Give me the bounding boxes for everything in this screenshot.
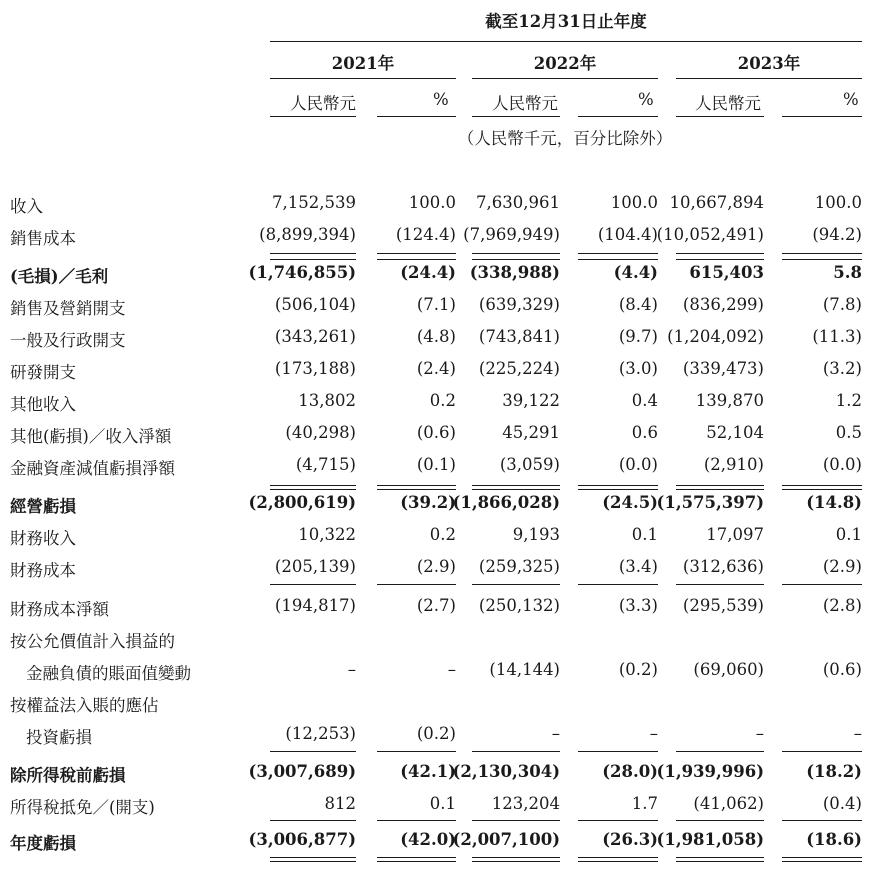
row-label: 金融負債的賬面值變動 [26, 664, 191, 683]
cell-rmb-2022: (3,059) [499, 455, 560, 474]
cell-pct-2023: (2.8) [822, 596, 862, 615]
table-row [0, 596, 874, 624]
cell-pct-2021: (4.8) [416, 327, 456, 346]
double-rule [676, 857, 764, 862]
cell-rmb-2021: 812 [324, 794, 356, 813]
unit-pct-2023: % [843, 90, 859, 109]
cell-pct-2023: 5.8 [833, 263, 862, 282]
cell-rmb-2023: (1,981,058) [656, 830, 764, 849]
cell-pct-2022: – [649, 724, 658, 743]
cell-pct-2022: (3.0) [618, 359, 658, 378]
subtotal-rule [782, 820, 862, 821]
cell-pct-2022: (4.4) [613, 263, 658, 282]
cell-pct-2022: (24.5) [602, 493, 658, 512]
cell-rmb-2023: 10,667,894 [669, 193, 764, 212]
row-label: 按權益法入賬的應佔 [10, 696, 159, 715]
cell-pct-2023: 0.5 [835, 423, 862, 442]
cell-rmb-2021: (3,007,689) [248, 762, 356, 781]
subtotal-rule [377, 253, 456, 254]
cell-pct-2022: 0.1 [631, 525, 658, 544]
cell-rmb-2022: (225,224) [478, 359, 560, 378]
cell-pct-2023: (11.3) [812, 327, 862, 346]
subtotal-rule [578, 489, 658, 490]
cell-pct-2022: (3.3) [618, 596, 658, 615]
cell-rmb-2021: (12,253) [285, 724, 356, 743]
cell-pct-2023: 100.0 [814, 193, 862, 212]
cell-rmb-2023: (41,062) [693, 794, 764, 813]
subtotal-rule [377, 751, 456, 752]
cell-rmb-2022: (259,325) [478, 557, 560, 576]
cell-pct-2023: (0.6) [822, 660, 862, 679]
cell-pct-2021: (42.0) [400, 830, 456, 849]
cell-rmb-2023: 615,403 [689, 263, 764, 282]
subtotal-rule [270, 489, 356, 490]
table-row [0, 762, 874, 790]
table-row [0, 327, 874, 355]
subtotal-rule [270, 751, 356, 752]
unit-rmb-2022: 人民幣元 [492, 94, 558, 113]
subtotal-rule [782, 485, 862, 486]
cell-rmb-2022: (639,329) [478, 295, 560, 314]
cell-rmb-2023: – [755, 724, 764, 743]
cell-pct-2022: 1.7 [631, 794, 658, 813]
cell-rmb-2023: 52,104 [706, 423, 764, 442]
subtotal-rule [676, 820, 764, 821]
cell-rmb-2021: 10,322 [298, 525, 356, 544]
cell-rmb-2023: 139,870 [695, 391, 764, 410]
cell-rmb-2022: (2,130,304) [452, 762, 560, 781]
subtotal-rule [377, 584, 456, 585]
subtotal-rule [676, 584, 764, 585]
row-label: 銷售及營銷開支 [10, 299, 126, 318]
row-label: 經營虧損 [10, 497, 76, 516]
subtotal-rule [377, 820, 456, 821]
unit-rmb-2021: 人民幣元 [290, 94, 356, 113]
cell-rmb-2023: (836,299) [682, 295, 764, 314]
row-label: 收入 [10, 197, 43, 216]
table-row [0, 525, 874, 553]
cell-rmb-2021: (343,261) [274, 327, 356, 346]
cell-rmb-2023: (10,052,491) [656, 225, 764, 244]
cell-pct-2023: (18.6) [806, 830, 862, 849]
table-row [0, 359, 874, 387]
row-label: 金融資產減值虧損淨額 [10, 459, 175, 478]
table-row [0, 692, 874, 720]
subtotal-rule [782, 259, 862, 260]
subtotal-rule [472, 485, 560, 486]
cell-pct-2023: (3.2) [822, 359, 862, 378]
cell-pct-2022: (3.4) [618, 557, 658, 576]
subtotal-rule [472, 259, 560, 260]
double-rule [472, 857, 560, 862]
cell-rmb-2022: (338,988) [469, 263, 560, 282]
cell-rmb-2023: (2,910) [703, 455, 764, 474]
unit-pct-2021: % [433, 90, 449, 109]
cell-pct-2022: (104.4) [597, 225, 658, 244]
cell-pct-2022: (26.3) [602, 830, 658, 849]
row-label: 投資虧損 [26, 728, 92, 747]
cell-pct-2021: 0.1 [429, 794, 456, 813]
cell-pct-2023: (2.9) [822, 557, 862, 576]
double-rule [270, 857, 356, 862]
cell-pct-2023: (18.2) [806, 762, 862, 781]
cell-rmb-2021: (3,006,877) [248, 830, 356, 849]
table-row [0, 557, 874, 585]
cell-pct-2022: (0.0) [618, 455, 658, 474]
subtotal-rule [472, 751, 560, 752]
cell-rmb-2022: 39,122 [502, 391, 560, 410]
subtotal-rule [676, 489, 764, 490]
cell-pct-2021: (124.4) [395, 225, 456, 244]
cell-rmb-2021: – [347, 660, 356, 679]
subtotal-rule [270, 485, 356, 486]
subtotal-rule [578, 485, 658, 486]
cell-rmb-2021: (205,139) [274, 557, 356, 576]
subtotal-rule [782, 253, 862, 254]
subtotal-rule [472, 253, 560, 254]
table-row [0, 660, 874, 688]
cell-rmb-2023: (1,575,397) [656, 493, 764, 512]
subtotal-rule [578, 259, 658, 260]
table-row [0, 628, 874, 656]
subtotal-rule [377, 485, 456, 486]
cell-rmb-2021: (173,188) [274, 359, 356, 378]
cell-pct-2021: (42.1) [400, 762, 456, 781]
cell-rmb-2021: 13,802 [298, 391, 356, 410]
cell-rmb-2021: (40,298) [285, 423, 356, 442]
unit-rmb-2023: 人民幣元 [695, 94, 761, 113]
cell-rmb-2023: 17,097 [706, 525, 764, 544]
table-row [0, 724, 874, 752]
row-label: (毛損)／毛利 [10, 267, 109, 286]
subtotal-rule [578, 253, 658, 254]
subtotal-rule [782, 489, 862, 490]
subtotal-rule [377, 489, 456, 490]
row-label: 所得稅抵免／(開支) [10, 798, 155, 817]
table-row [0, 193, 874, 221]
cell-rmb-2022: 123,204 [491, 794, 560, 813]
cell-pct-2023: (0.0) [822, 455, 862, 474]
unit-note: （人民幣千元，百分比除外） [457, 129, 673, 148]
cell-pct-2023: (0.4) [822, 794, 862, 813]
cell-pct-2021: 0.2 [429, 391, 456, 410]
double-rule [377, 857, 456, 862]
cell-pct-2021: 100.0 [408, 193, 456, 212]
cell-pct-2022: (8.4) [618, 295, 658, 314]
cell-rmb-2022: (2,007,100) [452, 830, 560, 849]
cell-pct-2021: (39.2) [400, 493, 456, 512]
row-label: 其他收入 [10, 395, 76, 414]
year-2021-header: 2021年 [331, 54, 395, 73]
subtotal-rule [472, 584, 560, 585]
cell-rmb-2021: 7,152,539 [272, 193, 356, 212]
period-header: 截至12月31日止年度 [485, 12, 647, 31]
unit-pct-2022: % [638, 90, 654, 109]
subtotal-rule [578, 751, 658, 752]
cell-pct-2023: (94.2) [812, 225, 862, 244]
cell-rmb-2022: – [551, 724, 560, 743]
cell-pct-2021: (7.1) [416, 295, 456, 314]
table-row [0, 295, 874, 323]
subtotal-rule [676, 485, 764, 486]
subtotal-rule [377, 259, 456, 260]
cell-rmb-2023: (312,636) [682, 557, 764, 576]
cell-rmb-2022: 9,193 [512, 525, 560, 544]
row-label: 其他(虧損)／收入淨額 [10, 427, 172, 446]
cell-rmb-2021: (506,104) [274, 295, 356, 314]
cell-pct-2021: (2.9) [416, 557, 456, 576]
cell-pct-2021: (0.2) [416, 724, 456, 743]
cell-rmb-2022: 45,291 [502, 423, 560, 442]
subtotal-rule [270, 820, 356, 821]
subtotal-rule [676, 259, 764, 260]
subtotal-rule [578, 820, 658, 821]
cell-rmb-2022: 7,630,961 [476, 193, 560, 212]
cell-rmb-2023: (1,939,996) [656, 762, 764, 781]
table-row [0, 455, 874, 483]
cell-rmb-2021: (1,746,855) [248, 263, 356, 282]
cell-pct-2023: (14.8) [806, 493, 862, 512]
table-row [0, 263, 874, 291]
double-rule [782, 857, 862, 862]
table-row [0, 391, 874, 419]
cell-rmb-2023: (1,204,092) [667, 327, 764, 346]
row-label: 年度虧損 [10, 834, 76, 853]
cell-pct-2023: 0.1 [835, 525, 862, 544]
table-row [0, 830, 874, 858]
cell-rmb-2022: (14,144) [489, 660, 560, 679]
cell-rmb-2022: (743,841) [478, 327, 560, 346]
subtotal-rule [270, 253, 356, 254]
row-label: 按公允價值計入損益的 [10, 632, 175, 651]
subtotal-rule [782, 751, 862, 752]
table-row [0, 423, 874, 451]
table-row [0, 225, 874, 253]
subtotal-rule [676, 253, 764, 254]
row-label: 研發開支 [10, 363, 76, 382]
cell-rmb-2022: (7,969,949) [463, 225, 560, 244]
year-2022-header: 2022年 [533, 54, 597, 73]
row-label: 銷售成本 [10, 229, 76, 248]
subtotal-rule [270, 584, 356, 585]
subtotal-rule [782, 584, 862, 585]
cell-pct-2023: 1.2 [835, 391, 862, 410]
cell-pct-2022: 100.0 [610, 193, 658, 212]
cell-pct-2021: (2.7) [416, 596, 456, 615]
cell-rmb-2023: (69,060) [693, 660, 764, 679]
cell-pct-2021: (2.4) [416, 359, 456, 378]
cell-rmb-2023: (339,473) [682, 359, 764, 378]
cell-pct-2022: 0.4 [631, 391, 658, 410]
subtotal-rule [676, 751, 764, 752]
cell-rmb-2023: (295,539) [682, 596, 764, 615]
table-row [0, 493, 874, 521]
cell-pct-2021: (0.1) [416, 455, 456, 474]
cell-rmb-2021: (2,800,619) [248, 493, 356, 512]
row-label: 除所得稅前虧損 [10, 766, 126, 785]
cell-pct-2022: 0.6 [631, 423, 658, 442]
subtotal-rule [472, 489, 560, 490]
cell-rmb-2021: (8,899,394) [259, 225, 356, 244]
row-label: 財務收入 [10, 529, 76, 548]
cell-pct-2021: 0.2 [429, 525, 456, 544]
cell-pct-2022: (9.7) [618, 327, 658, 346]
cell-pct-2022: (0.2) [618, 660, 658, 679]
year-2023-header: 2023年 [737, 54, 801, 73]
cell-rmb-2021: (194,817) [274, 596, 356, 615]
cell-pct-2023: – [853, 724, 862, 743]
cell-pct-2021: (24.4) [400, 263, 456, 282]
table-row [0, 794, 874, 822]
cell-pct-2021: – [447, 660, 456, 679]
double-rule [578, 857, 658, 862]
row-label: 一般及行政開支 [10, 331, 126, 350]
cell-rmb-2022: (250,132) [478, 596, 560, 615]
cell-pct-2023: (7.8) [822, 295, 862, 314]
subtotal-rule [472, 820, 560, 821]
row-label: 財務成本淨額 [10, 600, 109, 619]
cell-rmb-2021: (4,715) [295, 455, 356, 474]
row-label: 財務成本 [10, 561, 76, 580]
cell-pct-2022: (28.0) [602, 762, 658, 781]
cell-rmb-2022: (1,866,028) [452, 493, 560, 512]
cell-pct-2021: (0.6) [416, 423, 456, 442]
subtotal-rule [270, 259, 356, 260]
subtotal-rule [578, 584, 658, 585]
